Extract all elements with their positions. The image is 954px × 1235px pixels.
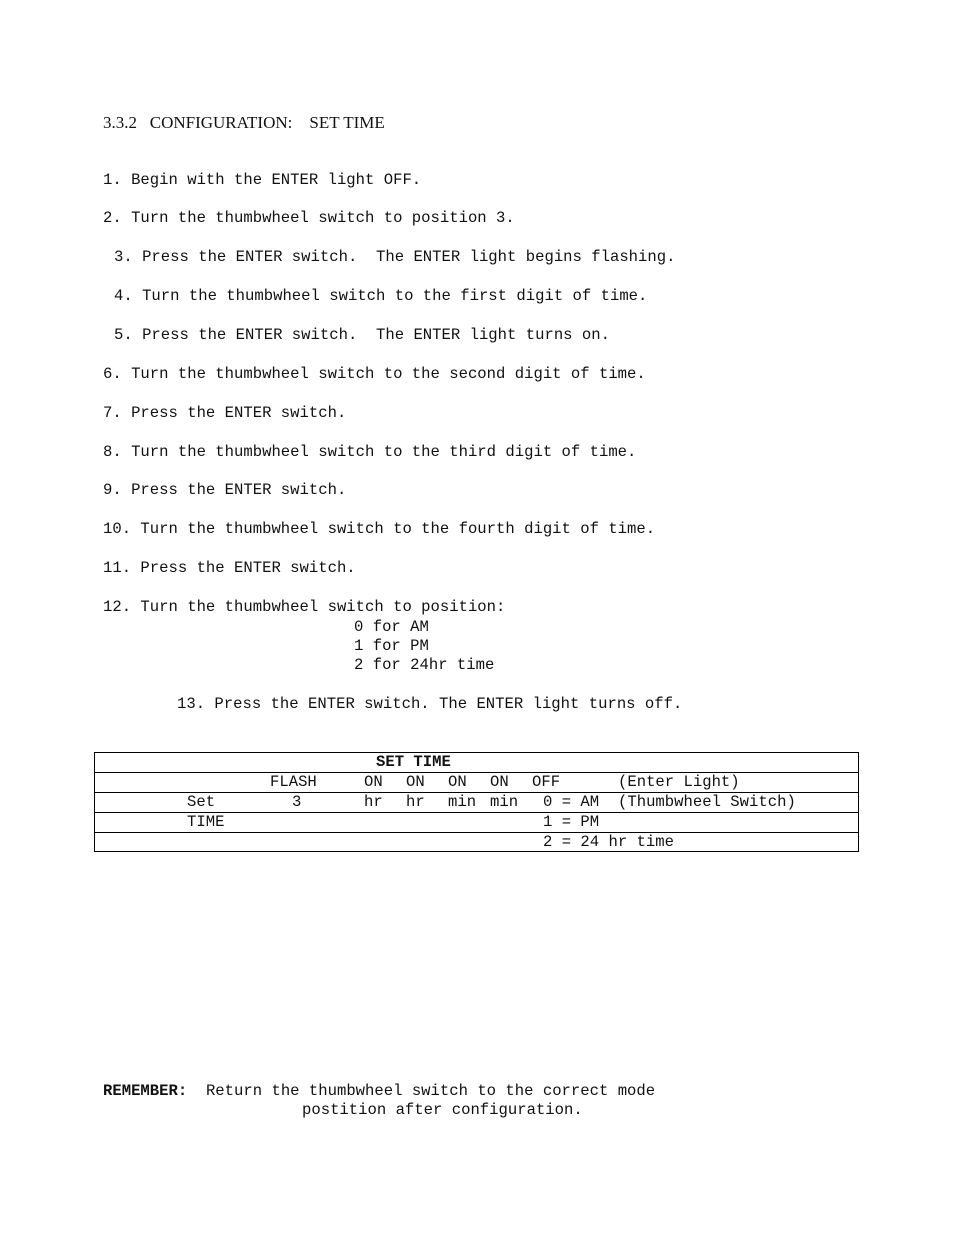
row-label-set: Set bbox=[187, 793, 216, 811]
table-title-row bbox=[95, 753, 858, 773]
cell-on-4: min bbox=[490, 793, 519, 811]
remember-line-2: postition after configuration. bbox=[302, 1101, 583, 1119]
step-12-option-pm: 1 for PM bbox=[354, 637, 429, 655]
step-1: 1. Begin with the ENTER light OFF. bbox=[103, 171, 422, 189]
header-on-2: ON bbox=[406, 773, 425, 791]
step-13: 13. Press the ENTER switch. The ENTER light turns off. bbox=[177, 695, 683, 713]
table-title: SET TIME bbox=[376, 753, 451, 771]
step-12: 12. Turn the thumbwheel switch to position: bbox=[103, 598, 506, 616]
step-2: 2. Turn the thumbwheel switch to position 3. bbox=[103, 209, 515, 227]
header-flash: FLASH bbox=[270, 773, 317, 791]
step-9: 9. Press the ENTER switch. bbox=[103, 481, 347, 499]
table-row bbox=[95, 833, 858, 853]
step-7: 7. Press the ENTER switch. bbox=[103, 404, 347, 422]
step-3: 3. Press the ENTER switch. The ENTER light begins flashing. bbox=[114, 248, 676, 266]
remember-note bbox=[103, 1082, 655, 1101]
step-6: 6. Turn the thumbwheel switch to the second digit of time. bbox=[103, 365, 646, 383]
header-on-3: ON bbox=[448, 773, 467, 791]
header-on-1: ON bbox=[364, 773, 383, 791]
step-4: 4. Turn the thumbwheel switch to the first digit of time. bbox=[114, 287, 648, 305]
cell-off-24hr: 2 = 24 hr time bbox=[543, 833, 675, 851]
section-heading: 3.3.2 CONFIGURATION: SET TIME bbox=[103, 113, 385, 132]
table-header-row bbox=[95, 773, 858, 793]
header-on-4: ON bbox=[490, 773, 509, 791]
row-label-time: TIME bbox=[187, 813, 225, 831]
step-12-option-24hr: 2 for 24hr time bbox=[354, 656, 495, 674]
cell-off: 0 = AM bbox=[543, 793, 600, 811]
step-11: 11. Press the ENTER switch. bbox=[103, 559, 356, 577]
remember-label: REMEMBER: bbox=[103, 1082, 188, 1100]
cell-flash: 3 bbox=[292, 793, 302, 811]
step-12-option-am: 0 for AM bbox=[354, 618, 429, 636]
cell-on-2: hr bbox=[406, 793, 425, 811]
header-note: (Enter Light) bbox=[618, 773, 740, 791]
remember-line-1: Return the thumbwheel switch to the correct mode bbox=[205, 1082, 656, 1100]
cell-note: (Thumbwheel Switch) bbox=[618, 793, 796, 811]
step-8: 8. Turn the thumbwheel switch to the third digit of time. bbox=[103, 443, 637, 461]
table-row bbox=[95, 813, 858, 833]
step-5: 5. Press the ENTER switch. The ENTER light turns on. bbox=[114, 326, 610, 344]
cell-on-1: hr bbox=[364, 793, 383, 811]
step-10: 10. Turn the thumbwheel switch to the fourth digit of time. bbox=[103, 520, 656, 538]
header-off: OFF bbox=[532, 773, 561, 791]
set-time-table bbox=[94, 752, 859, 852]
cell-off-pm: 1 = PM bbox=[543, 813, 600, 831]
table-row bbox=[95, 793, 858, 813]
cell-on-3: min bbox=[448, 793, 477, 811]
